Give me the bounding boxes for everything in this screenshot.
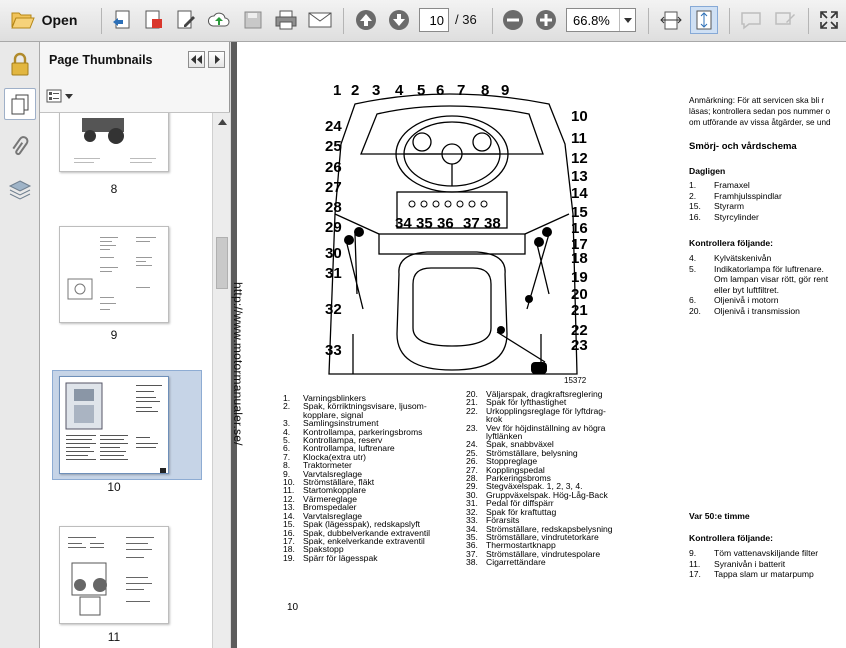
toolbar-separator <box>648 8 649 34</box>
thumbnail-label: 11 <box>107 630 121 644</box>
page-preview <box>60 527 169 624</box>
legend-number: 37. <box>466 548 478 559</box>
legend-text: Strömställare, redskapsbelysning <box>486 523 613 534</box>
legend-number: 13. <box>283 502 295 513</box>
callout: 8 <box>481 82 490 99</box>
side-url-text: http://www.motormanualer.se/ <box>231 282 245 446</box>
list-item <box>689 548 818 559</box>
legend-right <box>466 390 661 567</box>
legend-text: Förarsits <box>486 515 520 526</box>
callout: 18 <box>571 250 588 267</box>
callout: 10 <box>571 108 588 125</box>
thumbnail-label: 9 <box>110 328 118 342</box>
list-item <box>689 191 782 202</box>
print-icon <box>274 9 298 31</box>
legend-text: Spak, körriktningsvisare, ljusom- <box>303 401 427 412</box>
callout: 34 <box>395 215 412 232</box>
fit-width-icon <box>660 9 682 31</box>
legend-text: kopplare, signal <box>303 409 364 420</box>
legend-number: 21. <box>466 397 478 408</box>
legend-number: 18. <box>283 544 295 555</box>
list-item <box>689 306 828 317</box>
legend-number: 29. <box>466 481 478 492</box>
legend-text: Kontrollampa, reserv <box>303 435 383 446</box>
callout: 1 <box>333 82 342 99</box>
legend-number: 6. <box>283 443 291 454</box>
list-item <box>689 212 782 223</box>
page-thumbnails-tab[interactable] <box>4 88 36 120</box>
figure-ref: 15372 <box>564 376 587 385</box>
attachments-icon <box>10 134 30 158</box>
panel-title: Page Thumbnails <box>49 53 153 67</box>
export-pdf-button[interactable] <box>140 6 168 34</box>
legend-text: Spak för kraftuttag <box>486 506 557 517</box>
list-item <box>689 253 828 264</box>
legend-number: 31. <box>466 498 478 509</box>
list-item-number: 1. <box>689 180 697 190</box>
list-item-text: Indikatorlampa för luftrenare. <box>714 263 824 274</box>
callout: 17 <box>571 236 588 253</box>
legend-text: Stegväxelspak. 1, 2, 3, 4. <box>486 481 583 492</box>
callout: 27 <box>325 179 342 196</box>
callout: 25 <box>325 138 342 155</box>
callout: 11 <box>571 130 587 147</box>
toolbar-separator <box>729 8 730 34</box>
legend-number: 16. <box>283 527 295 538</box>
navigation-rail <box>0 42 40 648</box>
legend-text: Spärr för lägesspak <box>303 552 378 563</box>
legend-number: 27. <box>466 464 478 475</box>
scroll-up-arrow[interactable] <box>217 117 227 127</box>
callout: 28 <box>325 199 342 216</box>
security-button[interactable] <box>4 48 36 80</box>
legend-number: 15. <box>283 519 295 530</box>
callouts-bottom <box>395 215 515 233</box>
upload-button[interactable] <box>205 6 233 34</box>
next-page-icon <box>388 9 410 31</box>
toolbar-separator <box>492 8 493 34</box>
folder-open-icon <box>11 10 35 30</box>
callout: 16 <box>571 220 588 237</box>
zoom-input[interactable] <box>566 8 636 32</box>
legend-text: Cigarrettändare <box>486 557 546 568</box>
callout: 6 <box>436 82 445 99</box>
legend-text: Varningsblinkers <box>303 393 366 403</box>
legend-number: 33. <box>466 515 478 526</box>
thumbnail-page[interactable] <box>59 526 169 624</box>
legend-number: 36. <box>466 540 478 551</box>
list-item-number: 4. <box>689 253 697 263</box>
callout: 32 <box>325 301 342 318</box>
legend-text: Varvtalsreglage <box>303 510 363 521</box>
list-item-text: Kylvätskenivån <box>714 253 772 263</box>
legend-text: Spak, enkelverkande extraventil <box>303 535 425 546</box>
thumbnail-scrollbar[interactable] <box>212 113 230 648</box>
fullscreen-icon <box>819 10 839 30</box>
callout: 26 <box>325 159 342 176</box>
list-item <box>689 201 782 212</box>
legend-number: 38. <box>466 557 478 568</box>
document-viewport <box>231 42 846 648</box>
save-icon <box>243 10 263 30</box>
callout: 15 <box>571 204 588 221</box>
list-item-number: 6. <box>689 295 697 305</box>
list-item-text: Framaxel <box>714 180 750 190</box>
callout: 13 <box>571 168 588 185</box>
legend-left <box>283 394 465 562</box>
thumbnail-page[interactable] <box>59 113 169 172</box>
legend-number: 22. <box>466 405 478 416</box>
legend-number: 7. <box>283 451 291 462</box>
check-title: Kontrollera följande: <box>689 238 774 248</box>
legend-number: 25. <box>466 447 478 458</box>
legend-text: Traktormeter <box>303 460 352 471</box>
callout: 5 <box>417 82 426 99</box>
legend-text: Kontrollampa, parkeringsbroms <box>303 426 423 437</box>
legend-text: Kopplingspedal <box>486 464 545 475</box>
daily-title: Dagligen <box>689 166 726 176</box>
sign-button[interactable] <box>771 6 799 34</box>
tractor-cab-diagram <box>317 84 587 394</box>
sign-icon <box>774 10 796 30</box>
zoom-in-icon <box>535 9 557 31</box>
daily-list <box>689 180 782 222</box>
list-item <box>689 559 818 570</box>
legend-text: Strömställare, vindrutetorkare <box>486 531 599 542</box>
legend-number: 26. <box>466 456 478 467</box>
comment-button[interactable] <box>737 6 765 34</box>
print-button[interactable] <box>272 6 300 34</box>
thumbnail-page-selected[interactable] <box>59 376 169 474</box>
page-thumbnails-icon <box>10 93 30 115</box>
thumbnail-page[interactable] <box>59 226 169 323</box>
list-item-text: Styrcylinder <box>714 211 759 222</box>
legend-number: 2. <box>283 401 291 412</box>
list-item-text: Tappa slam ur matarpump <box>714 569 814 579</box>
zoom-out-button[interactable] <box>499 6 527 34</box>
page-number-input[interactable]: 10 <box>419 8 449 32</box>
callout: 30 <box>325 245 342 262</box>
legend-number: 11. <box>283 485 295 496</box>
next-page-button[interactable] <box>385 6 413 34</box>
list-item-number: 16. <box>689 211 701 222</box>
fit-width-button[interactable] <box>657 6 685 34</box>
fit-page-icon <box>694 9 714 31</box>
expand-panel-button[interactable] <box>208 51 225 68</box>
callouts-left <box>325 118 355 358</box>
callouts-right <box>571 108 601 388</box>
upload-icon <box>207 9 231 31</box>
legend-text: Väljarspak, dragkraftsreglering <box>486 389 603 399</box>
zoom-value: 66.8% <box>573 12 610 28</box>
legend-row <box>466 558 661 566</box>
layers-tab[interactable] <box>4 174 36 206</box>
legend-text: Thermostartknapp <box>486 540 556 551</box>
legend-text: Samlingsinstrument <box>303 418 379 429</box>
legend-text: Spak (lägesspak), redskapslyft <box>303 519 421 530</box>
legend-text: Varvtalsreglage <box>303 468 363 479</box>
legend-text: Pedal för diffspärr <box>486 498 554 509</box>
thumbnail-list <box>40 113 212 648</box>
previous-page-button[interactable] <box>352 6 380 34</box>
legend-text: lyftlänken <box>486 431 523 442</box>
page-preview <box>60 377 169 474</box>
legend-number: 34. <box>466 523 478 534</box>
callout: 38 <box>484 215 501 232</box>
legend-text: Spak, snabbväxel <box>486 439 554 450</box>
scrollbar-thumb[interactable] <box>216 237 228 289</box>
callout: 37 <box>463 215 480 232</box>
check2-list <box>689 548 818 580</box>
zoom-in-button[interactable] <box>532 6 560 34</box>
callout: 14 <box>571 185 588 202</box>
legend-number: 24. <box>466 439 478 450</box>
list-item-number: 5. <box>689 263 697 274</box>
list-item-text: Oljenivå i motorn <box>714 295 779 305</box>
list-item-number: 15. <box>689 201 701 211</box>
thumbnail-panel <box>40 42 230 648</box>
callout: 12 <box>571 150 588 167</box>
zoom-dropdown[interactable] <box>619 9 635 31</box>
list-item-text: Oljenivå i transmission <box>714 305 800 316</box>
list-item-text: Syranivån i batterit <box>714 558 786 569</box>
callout: 20 <box>571 286 588 303</box>
legend-number: 14. <box>283 510 295 521</box>
list-item-number: 2. <box>689 190 697 201</box>
legend-number: 1. <box>283 393 291 403</box>
list-item <box>689 274 828 285</box>
legend-number: 3. <box>283 418 291 429</box>
legend-text: Strömställare, fläkt <box>303 477 375 488</box>
list-item-text: Om lampan visar rött, gör rent <box>714 274 829 284</box>
create-pdf-button[interactable] <box>108 6 136 34</box>
check-list <box>689 253 828 316</box>
list-item <box>689 264 828 275</box>
callout: 35 <box>416 215 433 232</box>
note-line: om utförande av vissa åtgärder, se und <box>689 118 831 127</box>
legend-number: 8. <box>283 460 291 471</box>
edit-pdf-icon <box>175 9 197 31</box>
legend-number: 30. <box>466 489 478 500</box>
legend-text: Värmereglage <box>303 493 357 504</box>
schema-title: Smörj- och vårdschema <box>689 141 797 152</box>
callout: 22 <box>571 322 588 339</box>
thumbnail-label: 10 <box>107 480 121 494</box>
chevron-down-icon <box>65 94 73 99</box>
callout: 4 <box>395 82 404 99</box>
legend-number: 9. <box>283 468 291 479</box>
toolbar-separator <box>343 8 344 34</box>
legend-text: Vev för höjdinställning av högra <box>486 422 606 433</box>
list-item-number: 20. <box>689 305 701 316</box>
legend-text: Bromspedaler <box>303 502 357 513</box>
legend-number: 5. <box>283 435 291 446</box>
list-options-icon <box>46 89 62 103</box>
callout: 19 <box>571 269 588 286</box>
export-pdf-icon <box>143 9 165 31</box>
legend-text: Spakstopp <box>303 544 344 555</box>
email-icon <box>308 11 332 29</box>
thumbnail-label: 8 <box>110 182 118 196</box>
legend-number: 20. <box>466 389 478 399</box>
legend-number: 4. <box>283 426 291 437</box>
callout: 9 <box>501 82 510 99</box>
legend-text: Parkeringsbroms <box>486 473 551 484</box>
open-label: Open <box>41 12 78 28</box>
chevron-up-icon <box>218 119 227 125</box>
list-item-text: Framhjulsspindlar <box>714 190 782 201</box>
list-item <box>689 295 828 306</box>
callout: 21 <box>571 302 588 319</box>
legend-text: Strömställare, belysning <box>486 447 578 458</box>
callout: 31 <box>325 265 342 282</box>
list-item-number: 11. <box>689 558 701 569</box>
chevron-right-icon <box>213 55 221 64</box>
legend-number: 17. <box>283 535 295 546</box>
legend-text: Gruppväxelspak. Hög-Låg-Back <box>486 489 608 500</box>
callouts-top <box>333 82 553 100</box>
list-item <box>689 285 828 296</box>
page-preview <box>60 227 169 323</box>
page-preview <box>60 113 169 172</box>
callout: 2 <box>351 82 360 99</box>
toolbar-separator <box>101 8 102 34</box>
thumbnail-options-button[interactable] <box>46 86 74 106</box>
legend-number: 35. <box>466 531 478 542</box>
page-total: / 36 <box>455 12 477 27</box>
lock-icon <box>10 52 30 76</box>
legend-text: Spak för lyfthastighet <box>486 397 567 408</box>
interval-title: Var 50:e timme <box>689 511 750 521</box>
list-item-number: 17. <box>689 569 701 579</box>
legend-number: 32. <box>466 506 478 517</box>
note-line: läsas; kontrollera sedan pos nummer o <box>689 107 831 116</box>
zoom-dropdown-icon <box>624 18 632 23</box>
list-item <box>689 569 818 580</box>
check2-title: Kontrollera följande: <box>689 533 774 543</box>
legend-text: krok <box>486 414 503 425</box>
create-pdf-icon <box>111 9 133 31</box>
open-button[interactable] <box>6 6 82 34</box>
attachments-tab[interactable] <box>4 130 36 162</box>
callout: 24 <box>325 118 342 135</box>
legend-number: 12. <box>283 493 295 504</box>
save-button[interactable] <box>239 6 267 34</box>
fullscreen-button[interactable] <box>815 6 843 34</box>
collapse-panel-button[interactable] <box>188 51 205 68</box>
legend-text: Strömställare, vindrutespolare <box>486 548 601 559</box>
fit-page-button[interactable] <box>690 6 718 34</box>
legend-text: Urkopplingsreglage för lyftdrag- <box>486 405 606 416</box>
page-number: 10 <box>287 602 299 613</box>
note-line: Anmärkning: För att servicen ska bli r <box>689 96 825 105</box>
callout: 23 <box>571 337 588 354</box>
legend-number: 23. <box>466 422 478 433</box>
edit-pdf-button[interactable] <box>172 6 200 34</box>
callout: 33 <box>325 342 342 359</box>
callout: 7 <box>457 82 466 99</box>
list-item <box>689 180 782 191</box>
list-item-text: Styrarm <box>714 201 745 211</box>
zoom-out-icon <box>502 9 524 31</box>
double-chevron-left-icon <box>191 55 203 64</box>
email-button[interactable] <box>306 6 334 34</box>
toolbar-separator <box>808 8 809 34</box>
list-item-text: eller byt luftfiltret. <box>714 284 779 295</box>
list-item-number: 9. <box>689 548 697 558</box>
legend-text: Spak, dubbelverkande extraventil <box>303 527 431 538</box>
previous-page-icon <box>355 9 377 31</box>
callout: 36 <box>437 215 454 232</box>
legend-row <box>283 554 465 562</box>
legend-text: Kontrollampa, luftrenare <box>303 443 395 454</box>
legend-number: 28. <box>466 473 478 484</box>
legend-text: Klocka(extra utr) <box>303 451 367 462</box>
pdf-page <box>231 42 846 648</box>
legend-text: Stoppreglage <box>486 456 538 467</box>
layers-icon <box>8 178 32 202</box>
legend-number: 10. <box>283 477 295 488</box>
legend-number: 19. <box>283 552 295 563</box>
callout: 29 <box>325 219 342 236</box>
comment-icon <box>740 10 762 30</box>
list-item-text: Töm vattenavskiljande filter <box>714 548 819 558</box>
legend-text: Startomkopplare <box>303 485 367 496</box>
main-toolbar <box>0 0 846 42</box>
callout: 3 <box>372 82 381 99</box>
